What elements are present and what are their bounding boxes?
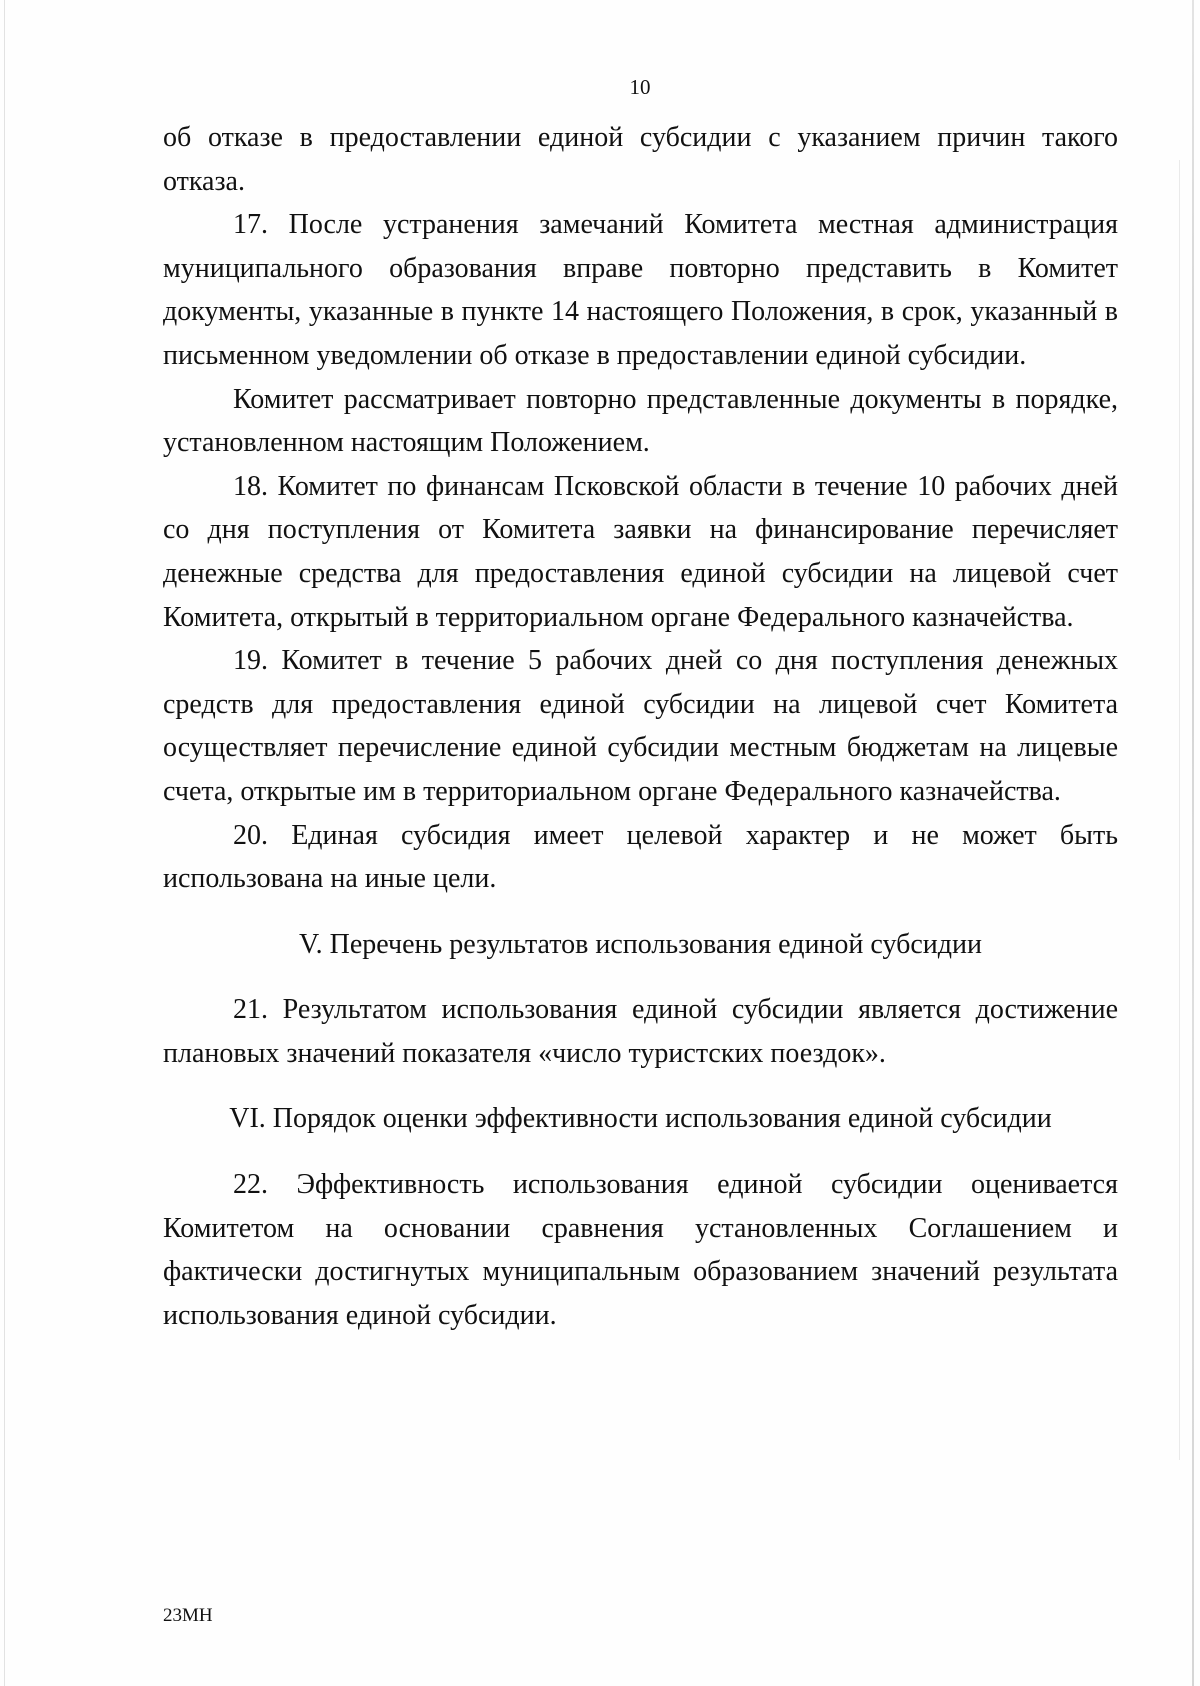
spacer [163,966,1118,988]
document-body [163,116,1118,1337]
spacer [163,1141,1118,1163]
document-code: 23МН [163,1605,213,1626]
paragraph-19: 19. Комитет в течение 5 рабочих дней со дня поступления денежных средств для предоставления единой субсидии на лицевой счет Комитета осуществляет перечисление единой субсидии местным бюджетам на лицевые счета, открытые им в территориальном органе Федерального казначейства. [163,645,1118,807]
spacer [163,901,1118,923]
page-number: 10 [629,75,651,99]
paragraph-17: 17. После устранения замечаний Комитета местная администрация муниципального образования вправе повторно представить в Комитет документы, указанные в пункте 14 настоящего Положения, в срок, указанный в письменном уведомлении об отказе в предоставлении единой субсидии. [163,209,1118,371]
scan-edge-right [1192,0,1194,1686]
paragraph-continuation: об отказе в предоставлении единой субсидии с указанием причин такого отказа. [163,122,1118,197]
spacer [163,1075,1118,1097]
paragraph-17-review: Комитет рассматривает повторно представленные документы в порядке, установленном настоящим Положением. [163,383,1118,459]
paragraph-22: 22. Эффективность использования единой субсидии оценивается Комитетом на основании сравнения установленных Соглашением и фактически достигнутых муниципальным образованием значений результата использования единой субсидии. [163,1169,1118,1331]
paragraph-21: 21. Результатом использования единой субсидии является достижение плановых значений показателя «число туристских поездок». [163,994,1118,1069]
scan-edge-left [4,0,5,1686]
section-heading-5: V. Перечень результатов использования единой субсидии [299,928,982,960]
paragraph-20: 20. Единая субсидия имеет целевой характер и не может быть использована на иные цели. [163,819,1118,895]
paragraph-18: 18. Комитет по финансам Псковской области в течение 10 рабочих дней со дня поступления от Комитета заявки на финансирование перечисляет денежные средства для предоставления единой субсидии на лицевой счет Комитета, открытый в территориальном органе Федерального казначейства. [163,470,1118,633]
scan-edge-right-inner [1179,160,1180,1460]
section-heading-6: VI. Порядок оценки эффективности использования единой субсидии [229,1103,1052,1135]
